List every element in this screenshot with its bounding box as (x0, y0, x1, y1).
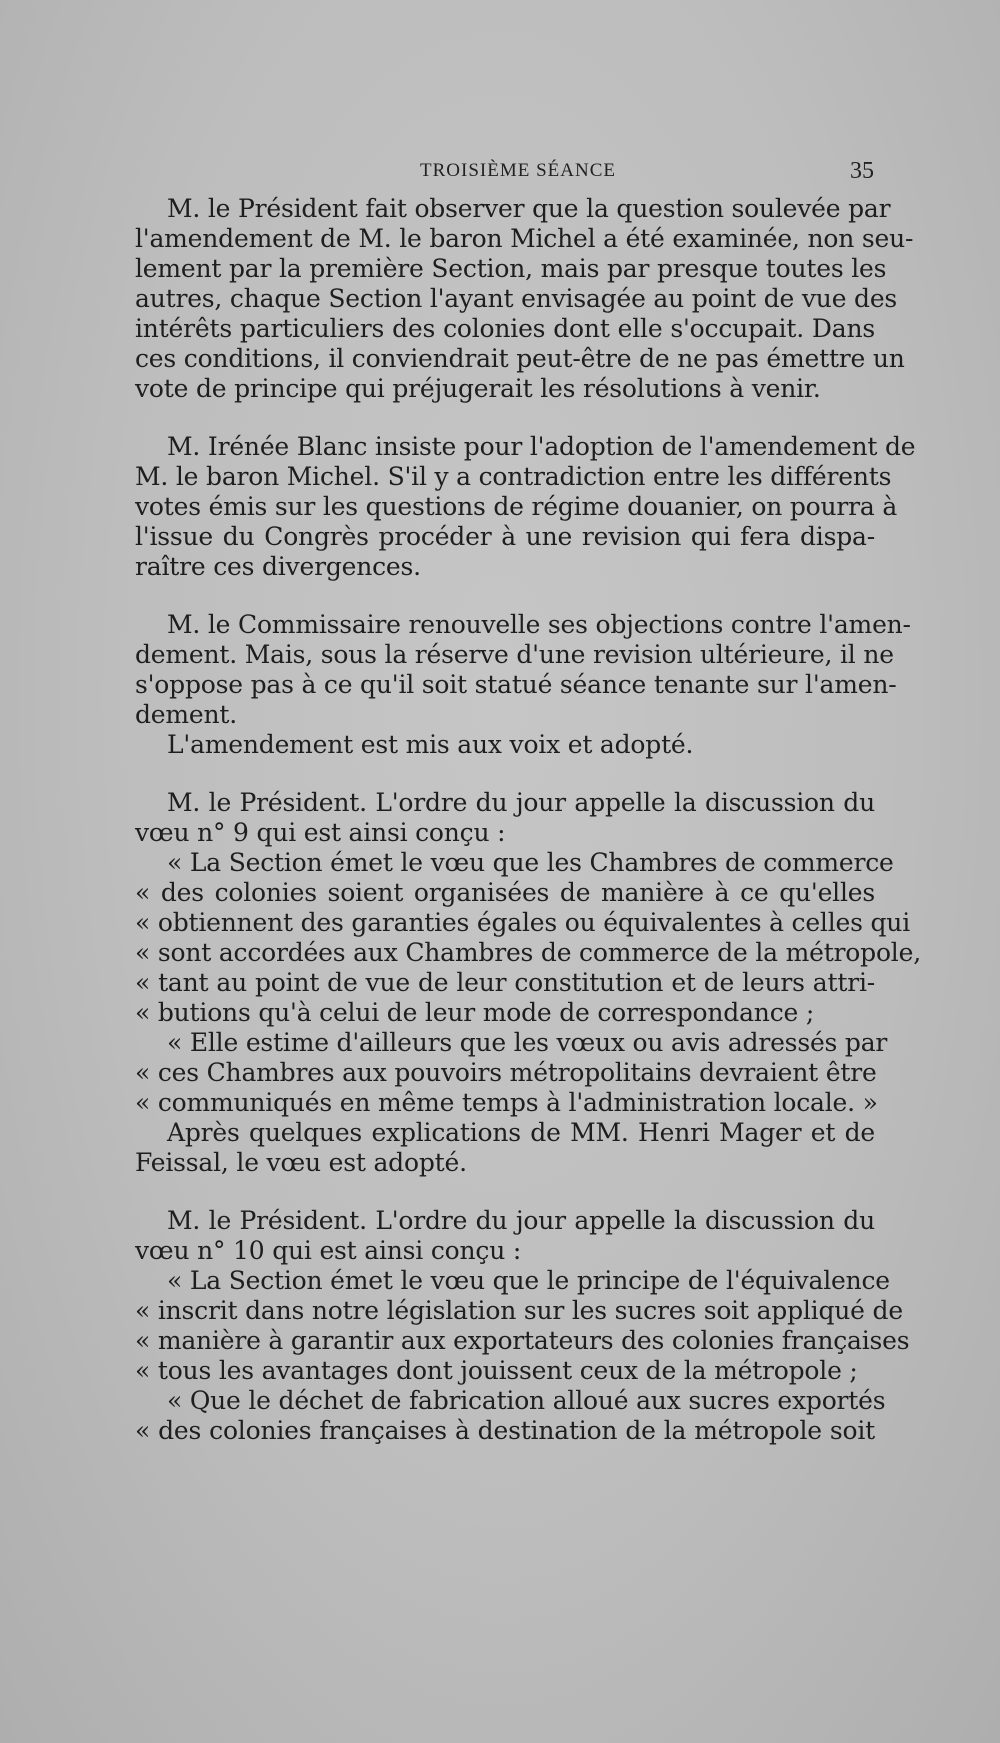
text-line: raître ces divergences. (135, 552, 421, 581)
text-line: M. le Président. L'ordre du jour appelle la discussion du (167, 1206, 875, 1235)
paragraph-gap (135, 582, 875, 610)
quote-line: « communiqués en même temps à l'administration locale. » (135, 1088, 878, 1117)
body-text (135, 194, 921, 1446)
text-line: l'amendement de M. le baron Michel a été examinée, non seu- (135, 224, 914, 253)
quote-line: « La Section émet le vœu que le principe de l'équivalence (167, 1266, 890, 1295)
quote-line: « butions qu'à celui de leur mode de correspondance ; (135, 998, 815, 1027)
text-line: l'issue du Congrès procéder à une revision qui fera dispa- (135, 522, 875, 551)
text-line: vœu n° 9 qui est ainsi conçu : (135, 818, 506, 847)
quote-line: « des colonies soient organisées de manière à ce qu'elles (135, 878, 875, 907)
text-line: M. le Président. L'ordre du jour appelle la discussion du (167, 788, 875, 817)
quote-line: « La Section émet le vœu que les Chambres de commerce (167, 848, 894, 877)
quote-line: « des colonies françaises à destination de la métropole soit (135, 1416, 875, 1445)
text-line: intérêts particuliers des colonies dont elle s'occupait. Dans (135, 314, 875, 343)
paragraph-gap (135, 760, 875, 788)
quote-line: « ces Chambres aux pouvoirs métropolitains devraient être (135, 1058, 877, 1087)
page-number: 35 (850, 158, 874, 184)
quote-line: « obtiennent des garanties égales ou équivalentes à celles qui (135, 908, 910, 937)
quote-line: « Elle estime d'ailleurs que les vœux ou avis adressés par (167, 1028, 888, 1057)
text-line: Feissal, le vœu est adopté. (135, 1148, 467, 1177)
paragraph (135, 1206, 910, 1446)
text-line: Après quelques explications de MM. Henri Mager et de (167, 1118, 875, 1147)
text-line: ces conditions, il conviendrait peut-être de ne pas émettre un (135, 344, 905, 373)
text-line: M. le Commissaire renouvelle ses objections contre l'amen- (167, 610, 911, 639)
text-line: lement par la première Section, mais par presque toutes les (135, 254, 887, 283)
running-title: TROISIÈME SÉANCE (420, 160, 616, 181)
text-line: dement. (135, 700, 237, 729)
text-line: s'oppose pas à ce qu'il soit statué séance tenante sur l'amen- (135, 670, 897, 699)
paragraph (135, 610, 911, 760)
paragraph (135, 788, 921, 1178)
quote-line: « sont accordées aux Chambres de commerce de la métropole, (135, 938, 921, 967)
quote-line: « Que le déchet de fabrication alloué aux sucres exportés (167, 1386, 886, 1415)
quote-line: « inscrit dans notre législation sur les sucres soit appliqué de (135, 1296, 903, 1325)
quote-line: « manière à garantir aux exportateurs des colonies françaises (135, 1326, 910, 1355)
text-line: L'amendement est mis aux voix et adopté. (167, 730, 694, 759)
text-line: votes émis sur les questions de régime douanier, on pourra à (135, 492, 898, 521)
paragraph-gap (135, 1178, 875, 1206)
page-header (0, 160, 1000, 190)
text-line: vote de principe qui préjugerait les résolutions à venir. (135, 374, 821, 403)
text-line: M. le Président fait observer que la question soulevée par (167, 194, 891, 223)
text-line: M. Irénée Blanc insiste pour l'adoption de l'amendement de (167, 432, 916, 461)
paragraph (135, 432, 916, 582)
quote-line: « tous les avantages dont jouissent ceux de la métropole ; (135, 1356, 858, 1385)
text-line: autres, chaque Section l'ayant envisagée au point de vue des (135, 284, 898, 313)
text-line: vœu n° 10 qui est ainsi conçu : (135, 1236, 522, 1265)
paragraph (135, 194, 914, 404)
quote-line: « tant au point de vue de leur constitution et de leurs attri- (135, 968, 875, 997)
text-line: dement. Mais, sous la réserve d'une revision ultérieure, il ne (135, 640, 894, 669)
text-line: M. le baron Michel. S'il y a contradiction entre les différents (135, 462, 892, 491)
paragraph-gap (135, 404, 875, 432)
